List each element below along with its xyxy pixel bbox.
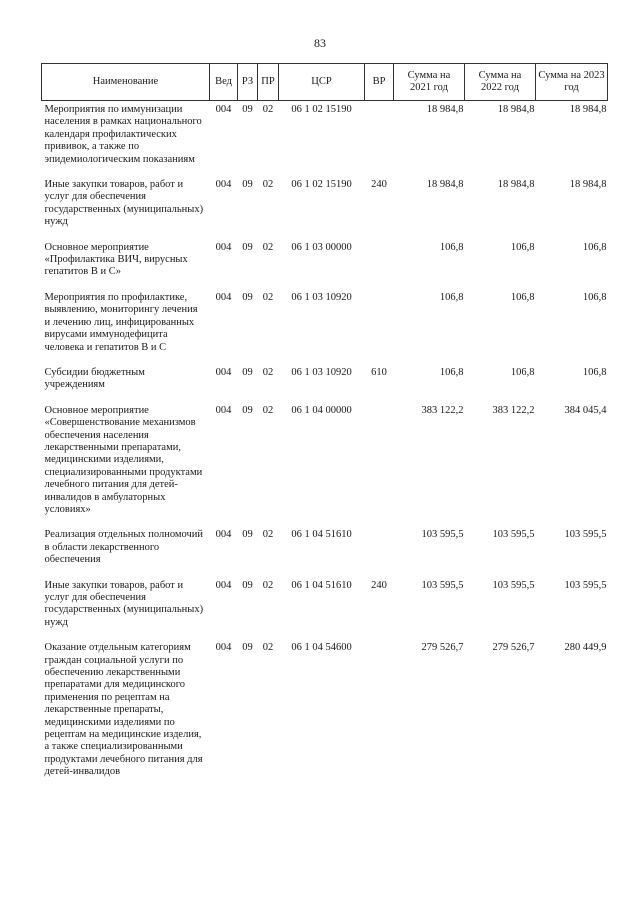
row-vr (365, 642, 394, 791)
row-sum-2021: 106,8 (439, 291, 464, 303)
row-sum-2022: 18 984,8 (497, 104, 535, 115)
row-csr: 06 1 04 51610 (291, 529, 352, 541)
row-csr: 06 1 03 10920 (291, 366, 352, 378)
row-csr: 06 1 04 54600 (291, 642, 352, 654)
row-rz: 09 (242, 642, 253, 654)
row-vr: 610 (371, 366, 387, 378)
row-sum-2023: 280 449,9 (564, 642, 607, 654)
row-rz: 09 (242, 579, 253, 591)
row-sum-2023: 106,8 (582, 366, 607, 378)
page-number: 83 (314, 36, 326, 50)
row-sum-2021: 103 595,5 (421, 579, 464, 591)
table-row (42, 367, 608, 405)
row-ved: 004 (215, 241, 232, 253)
row-pr: 02 (262, 366, 274, 378)
row-vr (365, 242, 394, 292)
row-sum-2022: 103 595,5 (492, 529, 535, 541)
row-pr: 02 (262, 579, 274, 591)
header-sum-2021: Сумма на 2021 год (394, 64, 465, 101)
row-sum-2021: 103 595,5 (421, 529, 464, 541)
row-sum-2022: 103 595,5 (492, 579, 535, 591)
table-body (42, 101, 608, 792)
row-vr (365, 529, 394, 579)
row-rz: 09 (242, 179, 253, 191)
row-vr (365, 292, 394, 367)
row-rz: 09 (242, 241, 253, 253)
row-csr: 06 1 03 10920 (291, 291, 352, 303)
table-row (42, 405, 608, 530)
row-vr: 240 (371, 179, 387, 191)
row-sum-2023: 106,8 (582, 241, 607, 253)
row-name: Иные закупки товаров, работ и услуг для обеспечения государственных (муниципальных) нужд (44, 579, 204, 628)
row-ved: 004 (215, 642, 232, 654)
row-vr (365, 405, 394, 530)
row-name: Субсидии бюджетным учреждениям (44, 366, 145, 391)
row-sum-2021: 18 984,8 (426, 179, 464, 191)
row-rz: 09 (242, 529, 253, 541)
row-sum-2023: 18 984,8 (569, 179, 607, 191)
header-ved: Вед (210, 64, 238, 101)
row-name: Основное мероприятие «Совершенствование механизмов обеспечения населения лекарственными препаратами, медицинскими изделиями, специализированными продуктами лечебного питания для детей-инвалидов в амбулаторных условиях» (44, 404, 203, 515)
table-row (42, 242, 608, 292)
header-pr: ПР (258, 64, 279, 101)
header-name: Наименование (42, 64, 210, 101)
header-csr: ЦСР (279, 64, 365, 101)
row-ved: 004 (215, 529, 232, 541)
row-rz: 09 (242, 291, 253, 303)
row-ved: 004 (215, 104, 232, 115)
row-sum-2022: 106,8 (510, 241, 535, 253)
row-name: Основное мероприятие «Профилактика ВИЧ, вирусных гепатитов В и С» (44, 241, 188, 278)
row-vr: 240 (371, 579, 387, 591)
header-rz: РЗ (238, 64, 258, 101)
row-name: Мероприятия по профилактике, выявлению, мониторингу лечения и лечению лиц, инфицированных вирусами иммунодефицита человека и гепатитов В и С (44, 291, 198, 353)
header-sum-2023: Сумма на 2023 год (536, 64, 608, 101)
row-ved: 004 (215, 366, 232, 378)
row-sum-2022: 383 122,2 (492, 404, 535, 416)
row-vr (365, 101, 394, 180)
row-name: Иные закупки товаров, работ и услуг для обеспечения государственных (муниципальных) нужд (44, 179, 204, 228)
row-pr: 02 (262, 642, 274, 654)
row-pr: 02 (262, 291, 274, 303)
row-csr: 06 1 04 51610 (291, 579, 352, 591)
row-sum-2023: 103 595,5 (564, 579, 607, 591)
table-header-row (42, 64, 608, 101)
budget-table (41, 63, 608, 792)
row-ved: 004 (215, 291, 232, 303)
row-pr: 02 (262, 404, 274, 416)
header-sum-2022: Сумма на 2022 год (465, 64, 536, 101)
table-row (42, 292, 608, 367)
row-name: Оказание отдельным категориям граждан социальной услуги по обеспечению лекарственными препаратами для медицинского применения по рецептам на лекарственные препараты, медицинскими изделиями по рецептам на медицинские изделия, а также специализированными продуктами лечебного питания для детей-инвалидов (44, 642, 203, 778)
row-sum-2021: 106,8 (439, 241, 464, 253)
table-row (42, 580, 608, 643)
row-sum-2023: 106,8 (582, 291, 607, 303)
row-csr: 06 1 02 15190 (291, 104, 352, 115)
table-row (42, 101, 608, 180)
row-sum-2021: 106,8 (439, 366, 464, 378)
row-rz: 09 (242, 104, 253, 115)
row-sum-2022: 279 526,7 (492, 642, 535, 654)
row-ved: 004 (215, 579, 232, 591)
row-sum-2023: 384 045,4 (564, 404, 607, 416)
row-ved: 004 (215, 404, 232, 416)
row-sum-2022: 106,8 (510, 291, 535, 303)
row-rz: 09 (242, 366, 253, 378)
table-row (42, 179, 608, 242)
row-sum-2021: 383 122,2 (421, 404, 464, 416)
row-csr: 06 1 03 00000 (291, 241, 352, 253)
row-name: Реализация отдельных полномочий в области лекарственного обеспечения (44, 529, 204, 566)
row-sum-2021: 279 526,7 (421, 642, 464, 654)
row-sum-2021: 18 984,8 (426, 104, 464, 115)
row-sum-2023: 18 984,8 (569, 104, 607, 115)
row-pr: 02 (262, 179, 274, 191)
table-row (42, 529, 608, 579)
row-sum-2022: 18 984,8 (497, 179, 535, 191)
row-pr: 02 (262, 529, 274, 541)
row-sum-2022: 106,8 (510, 366, 535, 378)
row-csr: 06 1 04 00000 (291, 404, 352, 416)
row-rz: 09 (242, 404, 253, 416)
row-name: Мероприятия по иммунизации населения в рамках национального календаря профилактических прививок, а также по эпидемиологическим показаниям (44, 104, 202, 165)
row-pr: 02 (262, 241, 274, 253)
header-vr: ВР (365, 64, 394, 101)
row-pr: 02 (262, 104, 274, 115)
table-row (42, 642, 608, 791)
row-csr: 06 1 02 15190 (291, 179, 352, 191)
row-sum-2023: 103 595,5 (564, 529, 607, 541)
row-ved: 004 (215, 179, 232, 191)
